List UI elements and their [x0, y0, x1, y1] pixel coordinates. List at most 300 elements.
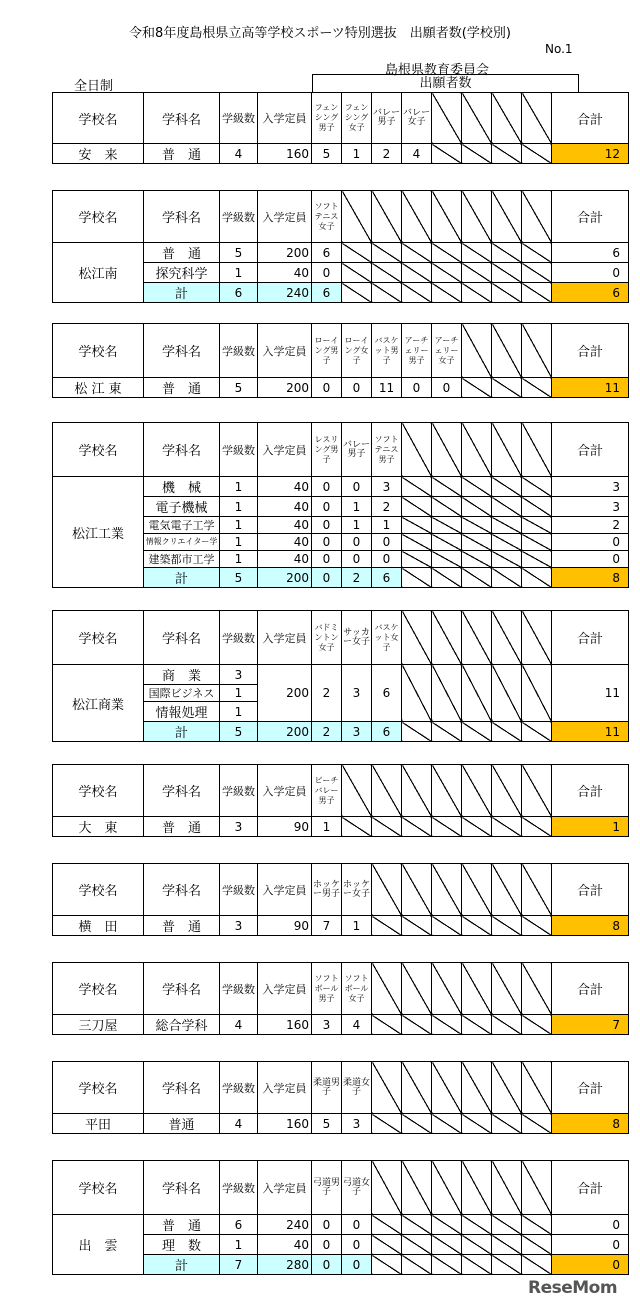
- empty-hatched-cell: [462, 916, 492, 936]
- empty-hatched-cell: [372, 243, 402, 263]
- dept-header: 学科名: [144, 765, 220, 817]
- classes-value: 3: [220, 665, 258, 685]
- empty-hatched-cell: [492, 1215, 522, 1235]
- empty-hatched-cell: [522, 1235, 552, 1255]
- count-value: 5: [312, 1114, 342, 1134]
- hatched-header-cell: [462, 611, 492, 665]
- header-row: [53, 864, 629, 916]
- total-value: 3: [552, 497, 629, 517]
- school-header: 学校名: [53, 611, 144, 665]
- total-value: 0: [552, 1215, 629, 1235]
- hatched-header-cell: [402, 191, 432, 243]
- hatched-header-cell: [432, 93, 462, 144]
- classes-value: 3: [220, 916, 258, 936]
- header-row: [53, 1062, 629, 1114]
- total-value: 11: [552, 378, 629, 398]
- sport-header: フェンシング女子: [342, 93, 372, 144]
- capacity-value: 200: [258, 378, 312, 398]
- total-header: 合計: [552, 423, 629, 477]
- count-value: 3: [342, 665, 372, 722]
- hatched-subtotal-cell: [402, 283, 432, 303]
- empty-hatched-cell: [342, 263, 372, 283]
- table-row: [53, 1015, 629, 1035]
- capacity-value: 40: [258, 534, 312, 551]
- sport-header: ソフトテニス女子: [312, 191, 342, 243]
- total-value: 6: [552, 243, 629, 263]
- hatched-header-cell: [462, 93, 492, 144]
- capacity-value: 160: [258, 1015, 312, 1035]
- empty-hatched-cell: [492, 517, 522, 534]
- count-value: 0: [342, 534, 372, 551]
- capacity-value: 160: [258, 1114, 312, 1134]
- dept-header: 学科名: [144, 1161, 220, 1215]
- dept-name: 探究科学: [144, 263, 220, 283]
- total-value: 12: [552, 144, 629, 164]
- dept-name: 理 数: [144, 1235, 220, 1255]
- empty-hatched-cell: [432, 1114, 462, 1134]
- section-label: 全日制: [74, 79, 114, 94]
- count-value: 0: [342, 551, 372, 568]
- organization-name: 島根県教育委員会: [385, 63, 490, 78]
- classes-header: 学級数: [220, 1161, 258, 1215]
- school-table: [52, 863, 629, 936]
- school-table: [52, 92, 629, 164]
- count-value: 0: [372, 534, 402, 551]
- classes-header: 学級数: [220, 1062, 258, 1114]
- empty-hatched-cell: [402, 1114, 432, 1134]
- school-name: 平田: [53, 1114, 144, 1134]
- dept-header: 学科名: [144, 93, 220, 144]
- total-header: 合計: [552, 93, 629, 144]
- capacity-header: 入学定員: [258, 423, 312, 477]
- hatched-header-cell: [462, 765, 492, 817]
- empty-hatched-cell: [522, 1114, 552, 1134]
- hatched-header-cell: [402, 1062, 432, 1114]
- header-row: [53, 93, 629, 144]
- sport-header: ホッケー男子: [312, 864, 342, 916]
- school-header: 学校名: [53, 324, 144, 378]
- classes-value: 1: [220, 685, 258, 702]
- empty-hatched-cell: [462, 477, 492, 497]
- classes-value: 4: [220, 1015, 258, 1035]
- school-table: [52, 962, 629, 1035]
- empty-hatched-cell: [492, 263, 522, 283]
- school-name: 松江南: [53, 243, 144, 303]
- hatched-subtotal-cell: [492, 1255, 522, 1275]
- capacity-header: 入学定員: [258, 1161, 312, 1215]
- empty-hatched-cell: [462, 378, 492, 398]
- count-value: 0: [432, 378, 462, 398]
- subtotal-count: 3: [342, 722, 372, 742]
- school-header: 学校名: [53, 93, 144, 144]
- hatched-subtotal-cell: [432, 283, 462, 303]
- total-value: 0: [552, 1235, 629, 1255]
- dept-name: 情報クリエイター学: [144, 534, 220, 551]
- capacity-value: 90: [258, 817, 312, 837]
- table-row: [53, 1215, 629, 1235]
- empty-hatched-cell: [492, 1114, 522, 1134]
- school-name: 三刀屋: [53, 1015, 144, 1035]
- subtotal-capacity: 200: [258, 722, 312, 742]
- empty-hatched-cell: [402, 916, 432, 936]
- hatched-header-cell: [432, 864, 462, 916]
- hatched-header-cell: [432, 191, 462, 243]
- hatched-subtotal-cell: [462, 283, 492, 303]
- sport-header: レスリング男子: [312, 423, 342, 477]
- hatched-subtotal-cell: [372, 283, 402, 303]
- hatched-subtotal-cell: [522, 722, 552, 742]
- sport-header: ソフトテニス男子: [372, 423, 402, 477]
- empty-hatched-cell: [462, 144, 492, 164]
- count-value: 0: [312, 1235, 342, 1255]
- empty-hatched-cell: [462, 517, 492, 534]
- count-value: 2: [372, 144, 402, 164]
- subtotal-count: 0: [342, 1255, 372, 1275]
- sport-header: バスケット女子: [372, 611, 402, 665]
- capacity-header: 入学定員: [258, 93, 312, 144]
- hatched-header-cell: [432, 1161, 462, 1215]
- dept-header: 学科名: [144, 423, 220, 477]
- hatched-header-cell: [522, 324, 552, 378]
- sport-header: ローイング女子: [342, 324, 372, 378]
- sport-header: バスケット男子: [372, 324, 402, 378]
- capacity-value: 40: [258, 1235, 312, 1255]
- total-header: 合計: [552, 1062, 629, 1114]
- capacity-value: 40: [258, 497, 312, 517]
- sport-header: ホッケー女子: [342, 864, 372, 916]
- count-value: 0: [312, 477, 342, 497]
- dept-header: 学科名: [144, 191, 220, 243]
- total-header: 合計: [552, 191, 629, 243]
- hatched-header-cell: [372, 191, 402, 243]
- count-value: 0: [312, 263, 342, 283]
- total-header: 合計: [552, 765, 629, 817]
- count-value: 7: [312, 916, 342, 936]
- classes-value: 1: [220, 1235, 258, 1255]
- count-value: 0: [312, 497, 342, 517]
- empty-hatched-cell: [492, 817, 522, 837]
- total-value: 3: [552, 477, 629, 497]
- hatched-header-cell: [432, 963, 462, 1015]
- dept-name: 電子機械: [144, 497, 220, 517]
- hatched-header-cell: [522, 864, 552, 916]
- dept-name: 普 通: [144, 243, 220, 263]
- hatched-header-cell: [402, 963, 432, 1015]
- empty-hatched-cell: [432, 534, 462, 551]
- hatched-header-cell: [492, 963, 522, 1015]
- empty-hatched-cell: [432, 551, 462, 568]
- table-row: [53, 665, 629, 685]
- dept-header: 学科名: [144, 864, 220, 916]
- empty-hatched-cell: [522, 1215, 552, 1235]
- hatched-header-cell: [492, 423, 522, 477]
- school-header: 学校名: [53, 963, 144, 1015]
- empty-hatched-cell: [372, 1114, 402, 1134]
- subtotal-total: 11: [552, 722, 629, 742]
- empty-hatched-cell: [462, 534, 492, 551]
- dept-name: 建築都市工学: [144, 551, 220, 568]
- school-header: 学校名: [53, 1062, 144, 1114]
- hatched-header-cell: [402, 1161, 432, 1215]
- sport-header: バレー女子: [402, 93, 432, 144]
- count-value: 0: [312, 551, 342, 568]
- capacity-header: 入学定員: [258, 765, 312, 817]
- count-value: 4: [342, 1015, 372, 1035]
- hatched-header-cell: [432, 765, 462, 817]
- classes-value: 1: [220, 477, 258, 497]
- school-header: 学校名: [53, 1161, 144, 1215]
- header-row: [53, 1161, 629, 1215]
- empty-hatched-cell: [402, 243, 432, 263]
- empty-hatched-cell: [402, 517, 432, 534]
- subtotal-count: 2: [342, 568, 372, 588]
- count-value: 0: [372, 551, 402, 568]
- empty-hatched-cell: [462, 1114, 492, 1134]
- count-value: 0: [342, 1235, 372, 1255]
- sport-header: ローイング男子: [312, 324, 342, 378]
- empty-hatched-cell: [432, 144, 462, 164]
- capacity-header: 入学定員: [258, 963, 312, 1015]
- classes-value: 3: [220, 817, 258, 837]
- empty-hatched-cell: [432, 517, 462, 534]
- count-value: 0: [312, 517, 342, 534]
- subtotal-capacity: 200: [258, 568, 312, 588]
- empty-hatched-cell: [432, 263, 462, 283]
- hatched-subtotal-cell: [462, 722, 492, 742]
- empty-hatched-cell: [462, 243, 492, 263]
- school-name: 横 田: [53, 916, 144, 936]
- sport-header: バレー男子: [342, 423, 372, 477]
- header-row: [53, 765, 629, 817]
- dept-name: 普 通: [144, 916, 220, 936]
- subtotal-classes: 5: [220, 722, 258, 742]
- empty-hatched-cell: [402, 1235, 432, 1255]
- school-table: [52, 190, 629, 303]
- dept-header: 学科名: [144, 324, 220, 378]
- empty-hatched-cell: [522, 551, 552, 568]
- school-name: 安 来: [53, 144, 144, 164]
- table-row: [53, 1114, 629, 1134]
- classes-header: 学級数: [220, 765, 258, 817]
- school-table: [52, 422, 629, 588]
- empty-hatched-cell: [462, 1015, 492, 1035]
- empty-hatched-cell: [462, 263, 492, 283]
- empty-hatched-cell: [462, 1215, 492, 1235]
- capacity-header: 入学定員: [258, 864, 312, 916]
- total-header: 合計: [552, 1161, 629, 1215]
- resemom-logo: ReseMom: [528, 1278, 618, 1298]
- dept-name: 総合学科: [144, 1015, 220, 1035]
- hatched-subtotal-cell: [462, 1255, 492, 1275]
- empty-hatched-cell: [372, 1015, 402, 1035]
- hatched-header-cell: [372, 963, 402, 1015]
- empty-hatched-cell: [492, 665, 522, 722]
- hatched-header-cell: [462, 191, 492, 243]
- empty-hatched-cell: [462, 665, 492, 722]
- empty-hatched-cell: [402, 1015, 432, 1035]
- hatched-subtotal-cell: [432, 722, 462, 742]
- dept-name: 情報処理: [144, 702, 220, 722]
- classes-value: 1: [220, 551, 258, 568]
- empty-hatched-cell: [372, 263, 402, 283]
- sport-header: 弓道男子: [312, 1161, 342, 1215]
- subtotal-classes: 7: [220, 1255, 258, 1275]
- applicants-header: 出願者数: [312, 74, 579, 93]
- capacity-value: 40: [258, 263, 312, 283]
- hatched-header-cell: [432, 1062, 462, 1114]
- total-value: 0: [552, 534, 629, 551]
- count-value: 1: [342, 517, 372, 534]
- classes-header: 学級数: [220, 93, 258, 144]
- hatched-header-cell: [402, 864, 432, 916]
- hatched-header-cell: [432, 611, 462, 665]
- sport-header: バレー男子: [372, 93, 402, 144]
- total-header: 合計: [552, 963, 629, 1015]
- empty-hatched-cell: [402, 665, 432, 722]
- count-value: 0: [402, 378, 432, 398]
- classes-value: 5: [220, 378, 258, 398]
- school-header: 学校名: [53, 864, 144, 916]
- dept-name: 機 械: [144, 477, 220, 497]
- dept-name: 普 通: [144, 1215, 220, 1235]
- sport-header: ソフトボール女子: [342, 963, 372, 1015]
- subtotal-count: 0: [312, 1255, 342, 1275]
- school-table: [52, 610, 629, 742]
- classes-header: 学級数: [220, 963, 258, 1015]
- subtotal-count: 6: [372, 722, 402, 742]
- empty-hatched-cell: [402, 534, 432, 551]
- empty-hatched-cell: [462, 497, 492, 517]
- header-row: [53, 611, 629, 665]
- hatched-header-cell: [492, 611, 522, 665]
- school-table: [52, 1061, 629, 1134]
- empty-hatched-cell: [372, 1235, 402, 1255]
- count-value: 5: [312, 144, 342, 164]
- hatched-header-cell: [462, 423, 492, 477]
- hatched-subtotal-cell: [432, 1255, 462, 1275]
- hatched-subtotal-cell: [492, 568, 522, 588]
- empty-hatched-cell: [462, 551, 492, 568]
- count-value: 1: [342, 144, 372, 164]
- classes-value: 4: [220, 1114, 258, 1134]
- empty-hatched-cell: [492, 551, 522, 568]
- school-name: 松 江 東: [53, 378, 144, 398]
- school-table: [52, 764, 629, 837]
- empty-hatched-cell: [522, 263, 552, 283]
- empty-hatched-cell: [372, 916, 402, 936]
- total-value: 0: [552, 551, 629, 568]
- hatched-subtotal-cell: [432, 568, 462, 588]
- hatched-header-cell: [492, 324, 522, 378]
- classes-value: 4: [220, 144, 258, 164]
- sport-header: 柔道女子: [342, 1062, 372, 1114]
- header-row: [53, 423, 629, 477]
- empty-hatched-cell: [522, 144, 552, 164]
- empty-hatched-cell: [492, 1015, 522, 1035]
- hatched-subtotal-cell: [462, 568, 492, 588]
- total-value: 8: [552, 916, 629, 936]
- header-row: [53, 963, 629, 1015]
- subtotal-count: 0: [312, 568, 342, 588]
- empty-hatched-cell: [492, 916, 522, 936]
- count-value: 4: [402, 144, 432, 164]
- classes-value: 5: [220, 243, 258, 263]
- empty-hatched-cell: [432, 1215, 462, 1235]
- hatched-header-cell: [522, 611, 552, 665]
- empty-hatched-cell: [432, 1235, 462, 1255]
- subtotal-classes: 5: [220, 568, 258, 588]
- count-value: 2: [372, 497, 402, 517]
- total-value: 7: [552, 1015, 629, 1035]
- empty-hatched-cell: [432, 665, 462, 722]
- count-value: 0: [342, 477, 372, 497]
- capacity-header: 入学定員: [258, 324, 312, 378]
- classes-value: 1: [220, 263, 258, 283]
- sport-header: サッカー女子: [342, 611, 372, 665]
- hatched-subtotal-cell: [402, 722, 432, 742]
- dept-header: 学科名: [144, 963, 220, 1015]
- capacity-header: 入学定員: [258, 191, 312, 243]
- school-name: 出 雲: [53, 1215, 144, 1275]
- hatched-header-cell: [492, 765, 522, 817]
- subtotal-capacity: 240: [258, 283, 312, 303]
- hatched-header-cell: [492, 191, 522, 243]
- hatched-header-cell: [462, 324, 492, 378]
- classes-header: 学級数: [220, 191, 258, 243]
- empty-hatched-cell: [522, 378, 552, 398]
- hatched-header-cell: [402, 423, 432, 477]
- total-value: 0: [552, 263, 629, 283]
- subtotal-count: 6: [312, 283, 342, 303]
- classes-value: 1: [220, 517, 258, 534]
- hatched-subtotal-cell: [402, 1255, 432, 1275]
- empty-hatched-cell: [432, 497, 462, 517]
- capacity-header: 入学定員: [258, 611, 312, 665]
- hatched-header-cell: [522, 963, 552, 1015]
- empty-hatched-cell: [522, 1015, 552, 1035]
- table-row: [53, 477, 629, 497]
- hatched-header-cell: [432, 423, 462, 477]
- count-value: 3: [342, 1114, 372, 1134]
- subtotal-classes: 6: [220, 283, 258, 303]
- capacity-value: 90: [258, 916, 312, 936]
- classes-header: 学級数: [220, 324, 258, 378]
- empty-hatched-cell: [492, 144, 522, 164]
- empty-hatched-cell: [492, 1235, 522, 1255]
- empty-hatched-cell: [432, 1015, 462, 1035]
- hatched-header-cell: [372, 1161, 402, 1215]
- table-row: [53, 144, 629, 164]
- empty-hatched-cell: [432, 477, 462, 497]
- count-value: 1: [342, 497, 372, 517]
- hatched-header-cell: [402, 611, 432, 665]
- capacity-value: 40: [258, 551, 312, 568]
- sport-header: ビーチバレー男子: [312, 765, 342, 817]
- capacity-header: 入学定員: [258, 1062, 312, 1114]
- classes-value: 6: [220, 1215, 258, 1235]
- hatched-header-cell: [522, 93, 552, 144]
- hatched-header-cell: [372, 1062, 402, 1114]
- table-row: [53, 243, 629, 263]
- hatched-subtotal-cell: [402, 568, 432, 588]
- hatched-header-cell: [462, 1062, 492, 1114]
- count-value: 6: [372, 665, 402, 722]
- empty-hatched-cell: [402, 551, 432, 568]
- school-table: [52, 323, 629, 398]
- empty-hatched-cell: [432, 243, 462, 263]
- subtotal-count: 2: [312, 722, 342, 742]
- empty-hatched-cell: [492, 477, 522, 497]
